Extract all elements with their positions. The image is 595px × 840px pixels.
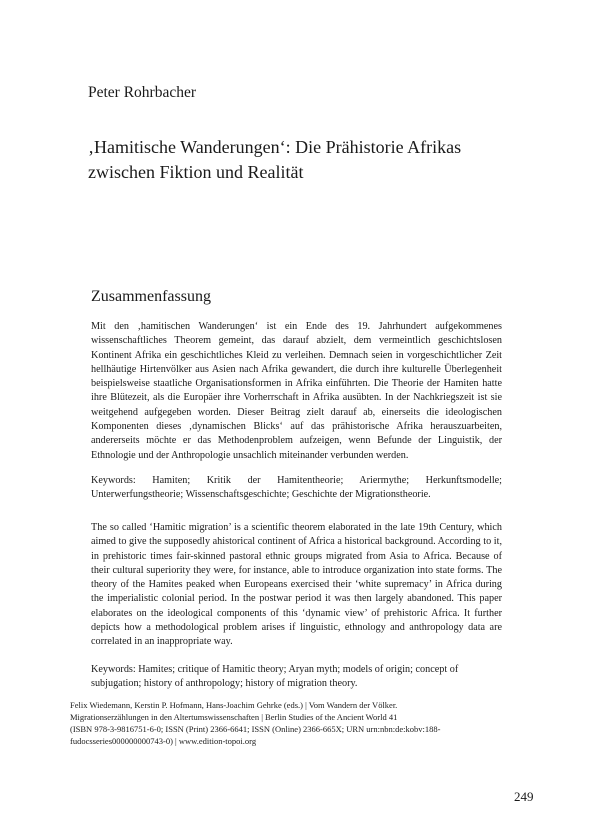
footer-line: (ISBN 978-3-9816751-6-0; ISSN (Print) 2366-6641; ISSN (Online) 2366-665X; URN urn:nbn:de:kobv:188- [70,724,441,734]
page-number: 249 [514,789,534,804]
keywords-german: Keywords: Hamiten; Kritik der Hamitentheorie; Ariermythe; Herkunftsmodelle; Unterwerfungstheorie; Wissenschaftsgeschichte; Geschichte der Migrationstheorie. [91,475,502,501]
footer-line: Migrationserzählungen in den Altertumswissenschaften | Berlin Studies of the Ancient World 41 [70,712,398,722]
article-title: ‚Hamitische Wanderungen‘: Die Prähistorie Afrikas zwischen Fiktion und Realität [88,137,462,182]
author-name: Peter Rohrbacher [88,84,197,101]
footer-line: Felix Wiedemann, Kerstin P. Hofmann, Hans-Joachim Gehrke (eds.) | Vom Wandern der Völker. [70,700,398,710]
abstract-german: Mit den ‚hamitischen Wanderungen‘ ist ein Ende des 19. Jahrhundert aufgekommenes wissenschaftliches Theorem gemeint, das darauf abzielt, dem vermeintlich geschichtslosen Kontinent Afrika ein geschichtliches Kleid zu verleihen. Demnach seien in vorgeschichtlicher Zeit hellhäutige Hirtenvölker aus Asien nach Afrika gewandert, die durch ihre kulturelle Überlegenheit beispielsweise staatliche Organisationsformen in Afrika einführten. Die Theorie der Hamiten hatte ihre Blütezeit, als die Europäer ihre Vorherrschaft in Afrika ausübten. In der Nachkriegszeit ist sie weitgehend aufgegeben worden. Dieser Beitrag zielt darauf ab, einerseits die ideologischen Komponenten dieses ‚dynamischen Blicks‘ auf das prähistorische Afrika herauszuarbeiten, andererseits möchte er das Methodenproblem aufzeigen, wenn Befunde der Linguistik, der Ethnologie und der Anthropologie unsachlich miteinander verbunden werden. [91,321,502,461]
abstract-english: The so called ‘Hamitic migration’ is a scientific theorem elaborated in the late 19th Century, which aimed to give the supposedly ahistorical continent of Africa a historical background. According to it, in prehistoric times fair-skinned pastoral ethnic groups migrated from Asia to Africa. Because of their cultural superiority they were, for instance, able to introduce organization into state forms. The theory of the Hamites peaked when Europeans exercised their ‘white supremacy’ in Africa during the imperialistic colonial period. In the postwar period it was then largely abandoned. This paper elaborates on the ideological components of this ‘dynamic view’ of prehistoric Africa. It further depicts how a methodological problem arises if linguistic, ethnology and anthropology data are correlated in an inappropriate way. [91,522,502,648]
footer-line: fudocsseries000000000743-0) | www.edition-topoi.org [70,736,257,746]
section-heading: Zusammenfassung [91,288,211,305]
publication-footer [70,699,530,747]
keywords-english: Keywords: Hamites; critique of Hamitic theory; Aryan myth; models of origin; concept of subjugation; history of anthropology; history of migration theory. [91,664,459,690]
